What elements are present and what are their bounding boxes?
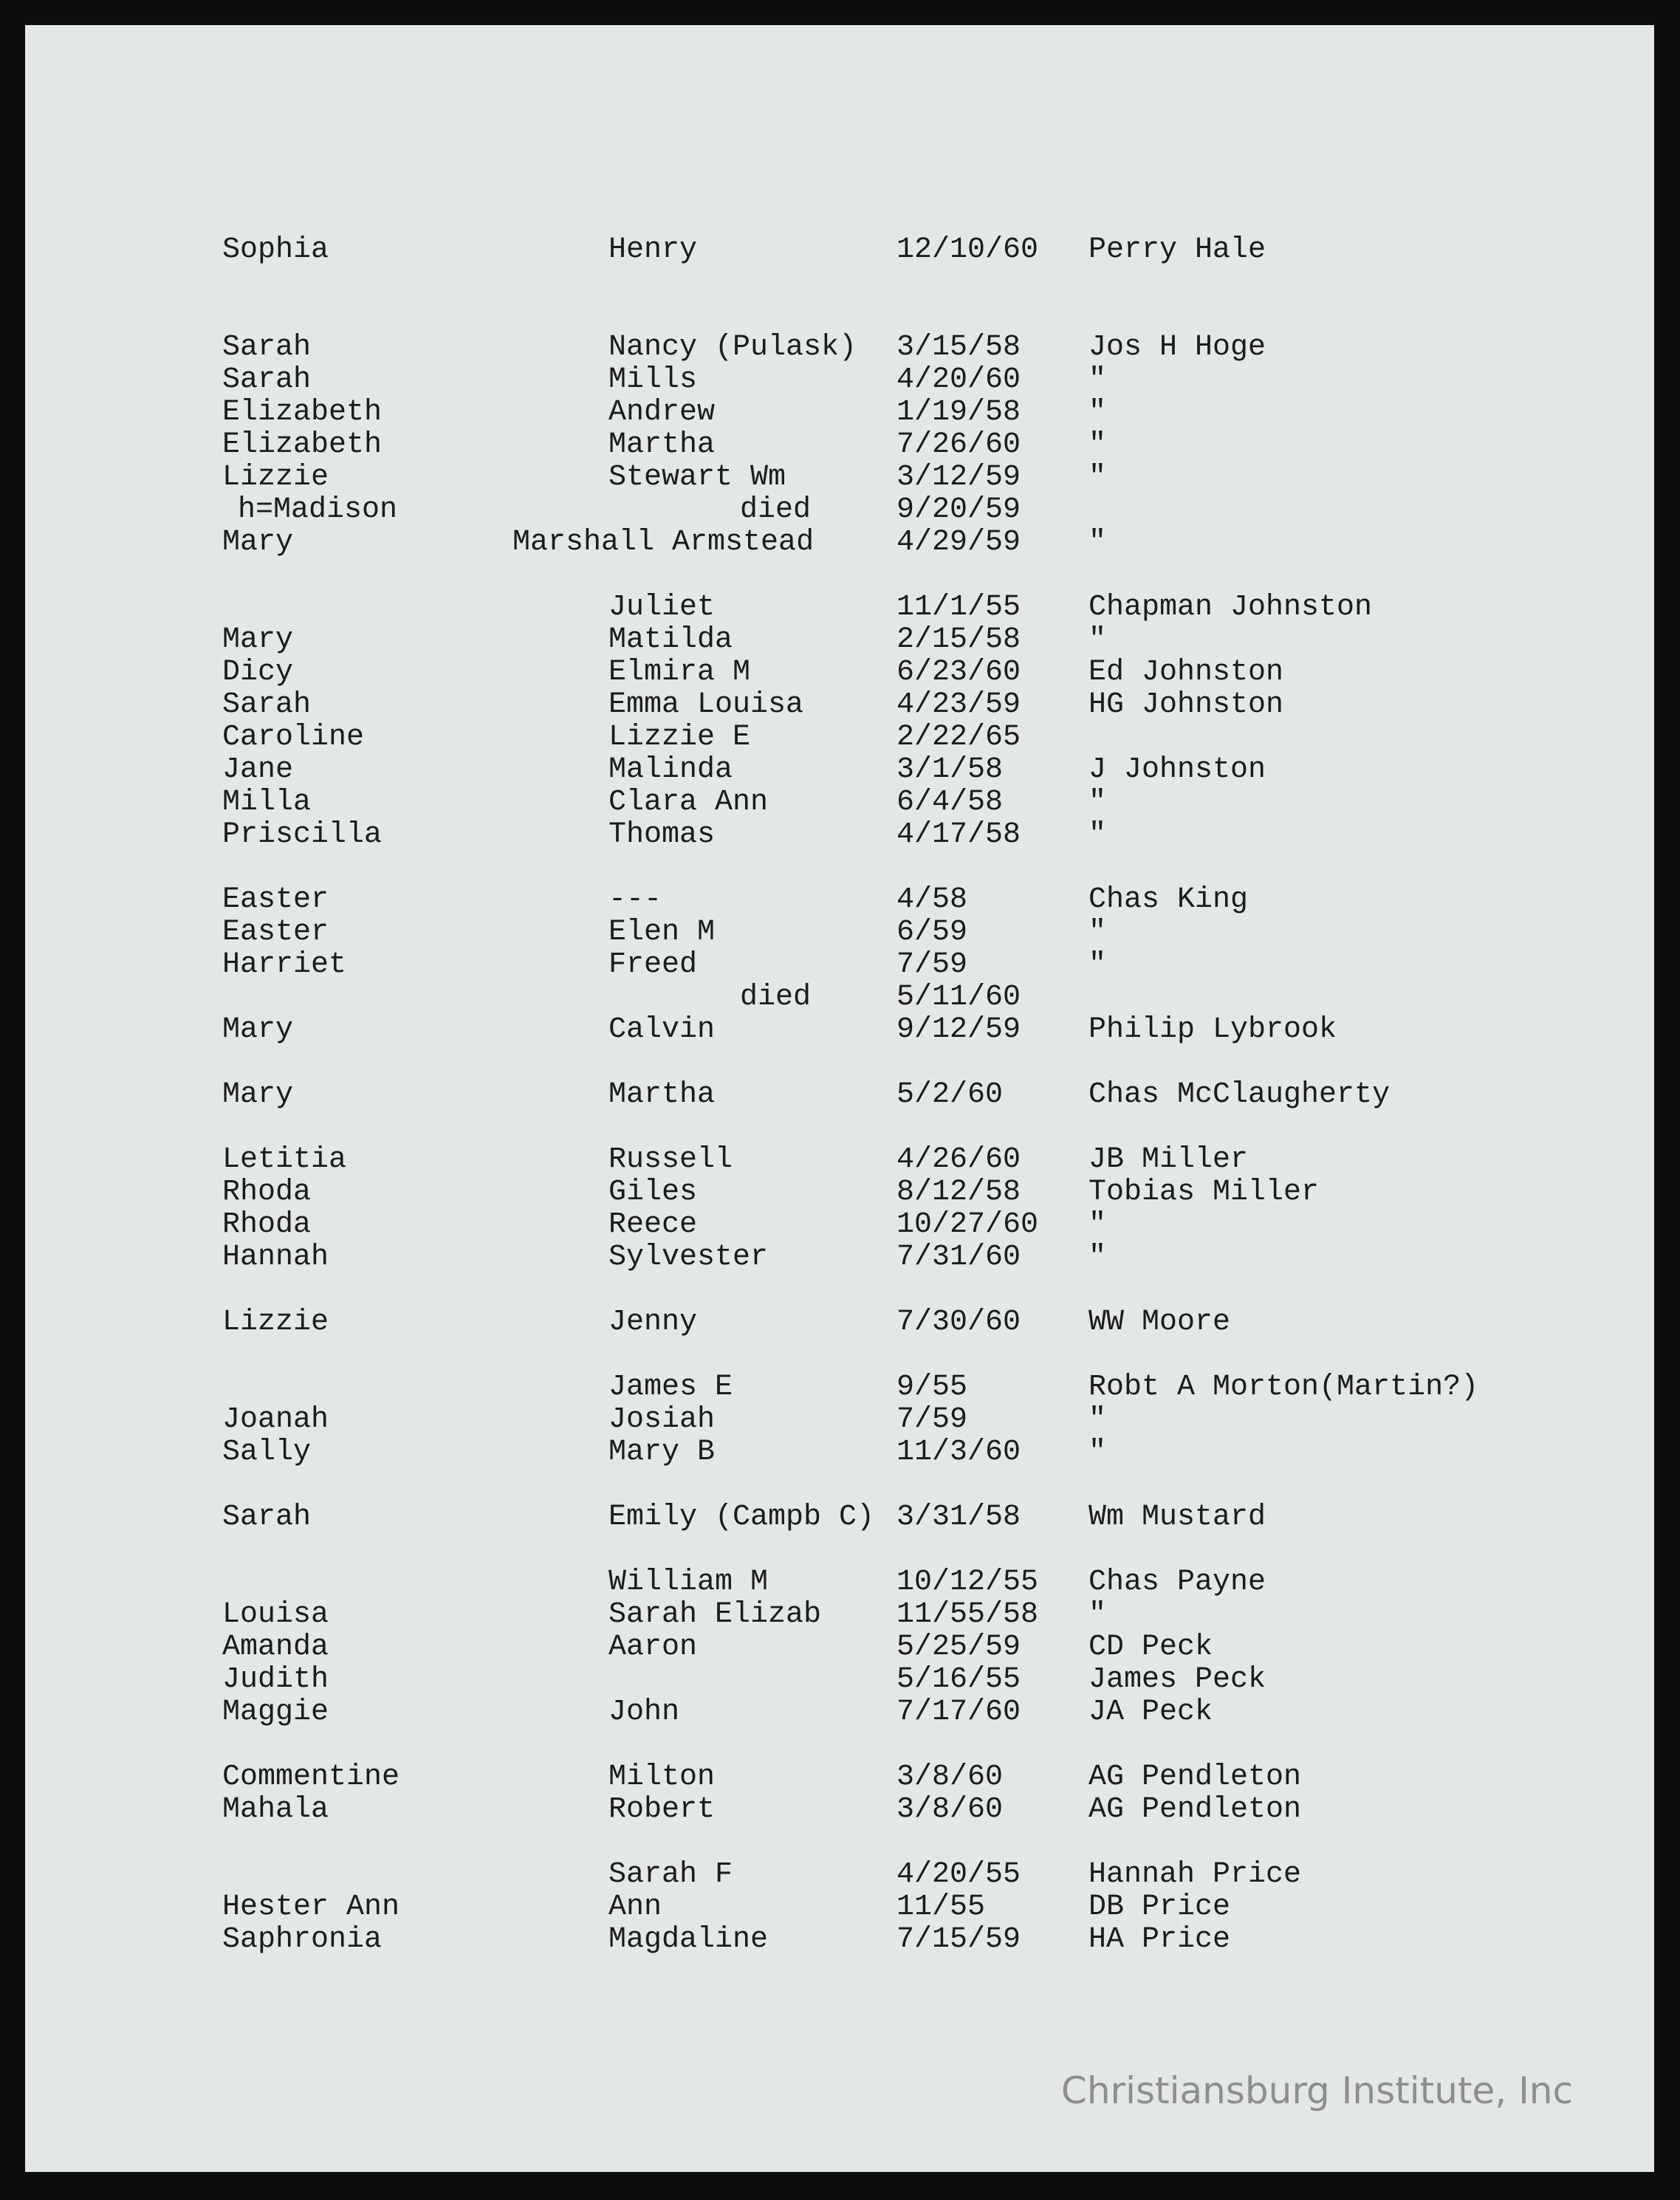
birth-date: 5/11/60 [896,981,1021,1014]
record-row [25,1923,1654,1957]
owner-name: Chas King [1088,883,1249,916]
birth-date: 4/20/55 [896,1858,1021,1891]
child-name: Milton [608,1761,716,1794]
record-row [25,1761,1654,1795]
owner-name: JA Peck [1088,1696,1213,1729]
birth-date: 5/2/60 [896,1078,1004,1111]
record-row [25,1078,1654,1112]
record-row [25,818,1654,852]
birth-date: 7/59 [896,1403,968,1436]
record-row [25,1598,1654,1632]
child-name: Emily (Campb C) [608,1501,875,1534]
birth-date: 7/15/59 [896,1923,1021,1956]
mother-name: Louisa [222,1598,329,1631]
owner-name: AG Pendleton [1088,1793,1302,1826]
owner-name: DB Price [1088,1891,1231,1924]
child-name: Thomas [608,818,716,851]
mother-name: Mary [222,1078,294,1111]
birth-date: 9/55 [896,1371,968,1404]
child-name: Stewart Wm [608,461,786,494]
record-row [25,721,1654,755]
birth-date: 6/23/60 [896,656,1021,689]
birth-date: 5/16/55 [896,1663,1021,1696]
mother-name: Lizzie [222,461,329,494]
birth-date: 4/17/58 [896,818,1021,851]
owner-name: " [1088,623,1107,657]
birth-date: 12/10/60 [896,233,1039,267]
child-name: Juliet [608,591,716,624]
record-row [25,1566,1654,1600]
record-row [25,786,1654,820]
birth-date: 3/8/60 [896,1761,1004,1794]
mother-name: Amanda [222,1631,329,1664]
birth-date: 7/59 [896,948,968,981]
birth-date: 6/4/58 [896,786,1004,819]
document-page [25,25,1654,2172]
record-row [25,623,1654,657]
birth-date: 11/1/55 [896,591,1021,624]
mother-name: Mary [222,623,294,657]
mother-name: Caroline [222,721,365,754]
child-name: Sarah F [608,1858,733,1891]
birth-date: 2/22/65 [896,721,1021,754]
mother-name: Easter [222,883,329,916]
record-row [25,656,1654,690]
mother-name: Mary [222,526,294,559]
mother-name: Sarah [222,688,312,722]
mother-name: Rhoda [222,1208,312,1241]
owner-name: Chas Payne [1088,1566,1266,1599]
child-name: Elmira M [608,656,751,689]
birth-date: 11/3/60 [896,1436,1021,1469]
birth-date: 1/19/58 [896,396,1021,429]
mother-name: Maggie [222,1696,329,1729]
mother-name: Saphronia [222,1923,383,1956]
child-name: Robert [608,1793,716,1826]
mother-name: Commentine [222,1761,400,1794]
record-row [25,1858,1654,1892]
birth-date: 9/20/59 [896,493,1021,527]
birth-date: 3/1/58 [896,753,1004,787]
child-name: died [740,493,812,527]
owner-name: J Johnston [1088,753,1266,787]
child-name: Russell [608,1143,733,1176]
mother-name: Elizabeth [222,396,383,429]
birth-date: 7/30/60 [896,1306,1021,1339]
record-row [25,753,1654,787]
record-row [25,1501,1654,1535]
birth-date: 4/23/59 [896,688,1021,722]
owner-name: CD Peck [1088,1631,1213,1664]
record-row [25,1013,1654,1047]
record-row [25,331,1654,365]
mother-name: Sarah [222,363,312,397]
record-row [25,1208,1654,1242]
owner-name: AG Pendleton [1088,1761,1302,1794]
owner-name: " [1088,916,1107,949]
owner-name: WW Moore [1088,1306,1231,1339]
child-name: Reece [608,1208,698,1241]
mother-name: Dicy [222,656,294,689]
birth-date: 9/12/59 [896,1013,1021,1046]
record-row [25,1371,1654,1405]
child-name: Matilda [608,623,733,657]
mother-name: Sally [222,1436,312,1469]
child-name: Malinda [608,753,733,787]
mother-name: Milla [222,786,312,819]
birth-date: 4/29/59 [896,526,1021,559]
record-row [25,1176,1654,1210]
owner-name: " [1088,1598,1107,1631]
record-row [25,1143,1654,1177]
record-row [25,1793,1654,1827]
birth-date: 2/15/58 [896,623,1021,657]
mother-name: Letitia [222,1143,347,1176]
birth-date: 3/15/58 [896,331,1021,364]
record-row [25,1436,1654,1470]
mother-name: Priscilla [222,818,383,851]
owner-name: Hannah Price [1088,1858,1302,1891]
child-name: Lizzie E [608,721,751,754]
child-name: Mills [608,363,698,397]
owner-name: " [1088,1403,1107,1436]
child-name: died [740,981,812,1014]
birth-date: 11/55/58 [896,1598,1039,1631]
child-name: --- [608,883,662,916]
child-name: Marshall Armstead [512,526,815,559]
child-name: Sylvester [608,1241,769,1274]
child-name: Josiah [608,1403,716,1436]
owner-name: " [1088,428,1107,462]
owner-name: " [1088,1208,1107,1241]
child-name: Clara Ann [608,786,769,819]
owner-name: Chas McClaugherty [1088,1078,1391,1111]
mother-name: Judith [222,1663,329,1696]
mother-name: Sarah [222,331,312,364]
record-row [25,396,1654,430]
record-row [25,948,1654,982]
record-row [25,493,1654,527]
owner-name: HA Price [1088,1923,1231,1956]
owner-name: " [1088,948,1107,981]
child-name: Emma Louisa [608,688,804,722]
owner-name: Chapman Johnston [1088,591,1373,624]
child-name: Elen M [608,916,716,949]
record-row [25,526,1654,560]
child-name: Henry [608,233,698,267]
child-name: William M [608,1566,769,1599]
mother-name: Sarah [222,1501,312,1534]
record-row [25,461,1654,495]
birth-date: 7/26/60 [896,428,1021,462]
mother-name: h=Madison [238,493,398,527]
record-row [25,981,1654,1015]
mother-name: Sophia [222,233,329,267]
birth-date: 11/55 [896,1891,986,1924]
owner-name: Wm Mustard [1088,1501,1266,1534]
owner-name: HG Johnston [1088,688,1284,722]
owner-name: " [1088,461,1107,494]
child-name: Martha [608,428,716,462]
birth-date: 4/58 [896,883,968,916]
birth-date: 6/59 [896,916,968,949]
child-name: Freed [608,948,698,981]
owner-name: " [1088,786,1107,819]
mother-name: Joanah [222,1403,329,1436]
owner-name: " [1088,396,1107,429]
owner-name: Jos H Hoge [1088,331,1266,364]
child-name: Ann [608,1891,662,1924]
birth-date: 8/12/58 [896,1176,1021,1209]
child-name: Aaron [608,1631,698,1664]
mother-name: Mary [222,1013,294,1046]
child-name: Sarah Elizab [608,1598,822,1631]
watermark: Christiansburg Institute, Inc [1060,2069,1573,2112]
mother-name: Hester Ann [222,1891,400,1924]
owner-name: Perry Hale [1088,233,1266,267]
child-name: Calvin [608,1013,716,1046]
owner-name: James Peck [1088,1663,1266,1696]
record-row [25,591,1654,625]
child-name: Andrew [608,396,716,429]
mother-name: Lizzie [222,1306,329,1339]
owner-name: " [1088,1241,1107,1274]
birth-date: 3/8/60 [896,1793,1004,1826]
mother-name: Mahala [222,1793,329,1826]
child-name: Jenny [608,1306,698,1339]
record-row [25,1631,1654,1665]
child-name: Nancy (Pulask) [608,331,857,364]
owner-name: Philip Lybrook [1088,1013,1337,1046]
owner-name: " [1088,818,1107,851]
record-row [25,1241,1654,1275]
record-row [25,916,1654,950]
birth-date: 4/26/60 [896,1143,1021,1176]
birth-date: 7/17/60 [896,1696,1021,1729]
mother-name: Elizabeth [222,428,383,462]
record-row [25,1891,1654,1925]
birth-date: 4/20/60 [896,363,1021,397]
owner-name: " [1088,1436,1107,1469]
mother-name: Jane [222,753,294,787]
owner-name: " [1088,363,1107,397]
birth-date: 3/31/58 [896,1501,1021,1534]
record-row [25,1696,1654,1730]
birth-date: 10/12/55 [896,1566,1039,1599]
owner-name: JB Miller [1088,1143,1249,1176]
owner-name: Robt A Morton(Martin?) [1088,1371,1479,1404]
birth-date: 3/12/59 [896,461,1021,494]
record-row [25,428,1654,462]
birth-date: 7/31/60 [896,1241,1021,1274]
child-name: Martha [608,1078,716,1111]
mother-name: Easter [222,916,329,949]
record-row [25,688,1654,722]
record-row [25,363,1654,397]
record-row [25,233,1654,267]
child-name: John [608,1696,680,1729]
child-name: Giles [608,1176,698,1209]
owner-name: Ed Johnston [1088,656,1284,689]
mother-name: Harriet [222,948,347,981]
record-row [25,1663,1654,1697]
record-row [25,1306,1654,1340]
birth-date: 10/27/60 [896,1208,1039,1241]
record-row [25,883,1654,917]
record-row [25,1403,1654,1437]
mother-name: Rhoda [222,1176,312,1209]
child-name: James E [608,1371,733,1404]
child-name: Magdaline [608,1923,769,1956]
birth-date: 5/25/59 [896,1631,1021,1664]
mother-name: Hannah [222,1241,329,1274]
child-name: Mary B [608,1436,716,1469]
owner-name: " [1088,526,1107,559]
owner-name: Tobias Miller [1088,1176,1320,1209]
